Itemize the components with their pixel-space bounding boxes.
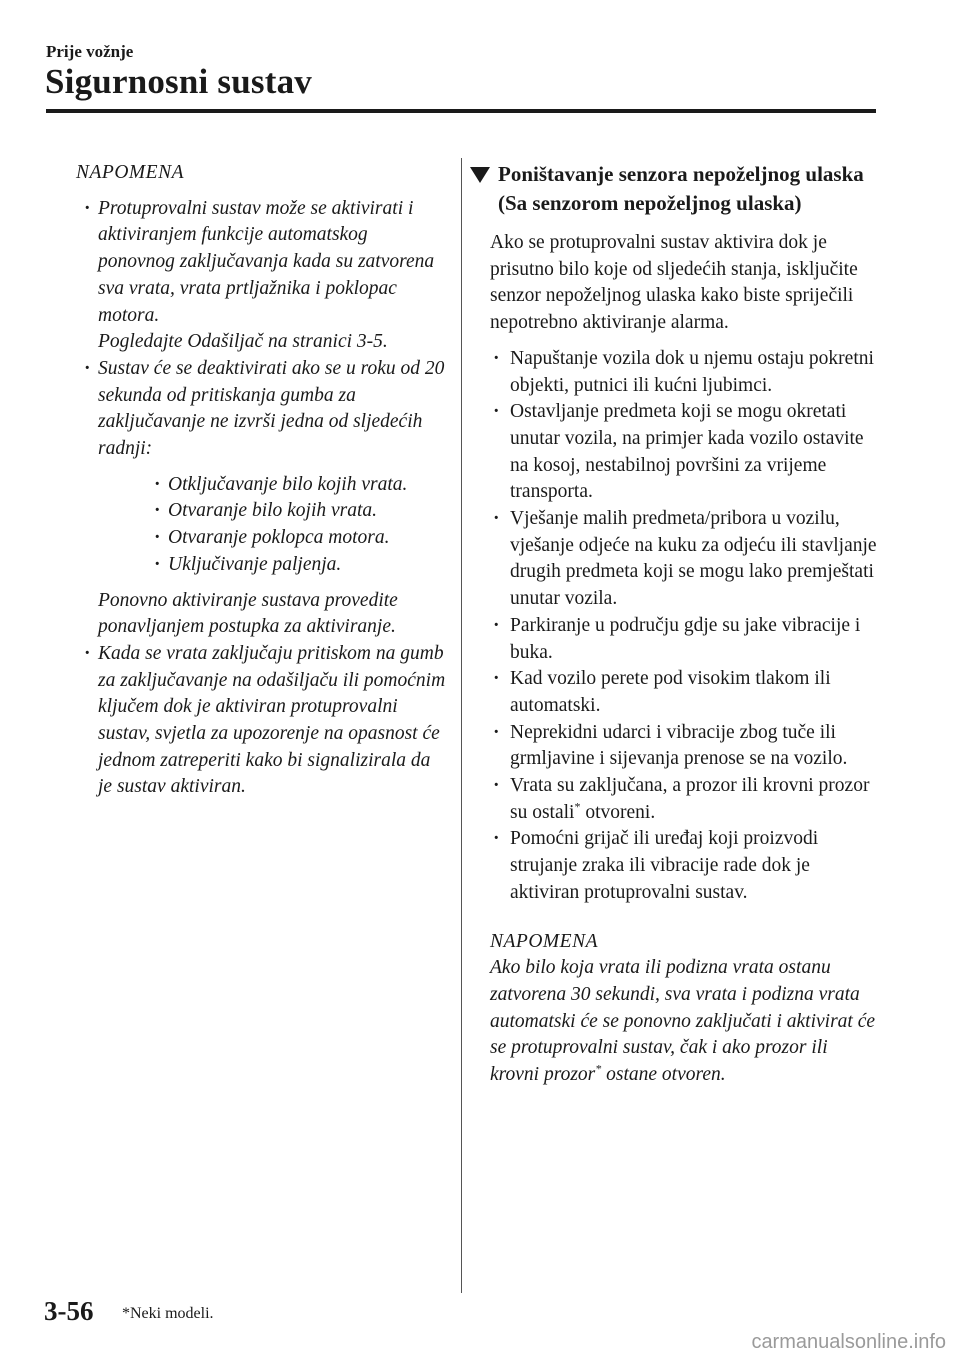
note-heading: NAPOMENA [76, 162, 184, 183]
list-item: · Pomoćni grijač ili uređaj koji proizvodi strujanje zraka ili vibracije rade dok je aktiviran protuprovalni sustav. [490, 826, 880, 906]
section-label: Prije vožnje [46, 42, 134, 61]
list-item: · Vješanje malih predmeta/pribora u vozilu, vješanje odjeće na kuku za odjeću ili stavljanje drugih predmeta koji se mogu lako premještati unutar vozila. [490, 506, 880, 613]
subsection-title [470, 160, 880, 218]
list-item: · Otvaranje poklopca motora. [46, 525, 446, 552]
left-column [46, 160, 446, 801]
note-heading: NAPOMENA [490, 930, 598, 952]
note-block [490, 929, 880, 1089]
bullet-text: Protuprovalni sustav može se aktivirati i aktiviranjem funkcije automatskog ponovnog zaključavanja kada su zatvorena sva vrata, vrata prtljažnika i poklopac motora. [98, 197, 435, 326]
condition-list [490, 346, 880, 907]
list-item: · Neprekidni udarci i vibracije zbog tuče ili grmljavine i sijevanja prenose se na vozilo. [490, 720, 880, 773]
bullet-text: Vrata su zaključana, a prozor ili krovni prozor su ostali [510, 775, 870, 823]
list-item: · Parkiranje u području gdje su jake vibracije i buka. [490, 613, 880, 666]
page-title: Sigurnosni sustav [45, 62, 312, 101]
footnote-asterisk: * [595, 1061, 602, 1076]
cross-reference: Pogledajte Odašiljač na stranici 3-5. [98, 331, 388, 353]
list-item: · Otvaranje bilo kojih vrata. [46, 498, 446, 525]
header-rule [46, 109, 876, 113]
list-item: · Kada se vrata zaključaju pritiskom na gumb za zaključavanje na odašiljaču ili pomoćnim ključem dok je aktiviran protuprovalni sustav, svjetla za upozorenje na opasnost će jednom zatreperiti kako bi signalizirala da je sustav aktiviran. [46, 641, 446, 801]
subsection-title-text: Poništavanje senzora nepoželjnog ulaska (Sa senzorom nepoželjnog ulaska) [498, 162, 864, 215]
bullet-text: otvoreni. [580, 801, 656, 823]
sub-bullet-list [98, 472, 446, 579]
note-text: Ako bilo koja vrata ili podizna vrata ostanu zatvorena 30 sekundi, sva vrata i podizna vrata automatski će se ponovno zaključati i aktivirat će se protuprovalni sustav, čak i ako prozor ili krovni prozor [490, 957, 876, 1086]
list-item: · Ostavljanje predmeta koji se mogu okretati unutar vozila, na primjer kada vozilo ostavite na kosoj, nestabilnoj površini za vrijeme transporta. [490, 399, 880, 506]
list-item: · Uključivanje paljenja. [46, 552, 446, 579]
continuation-text: Ponovno aktiviranje sustava provedite ponavljanjem postupka za aktiviranje. [98, 589, 398, 638]
footnote: *Neki modeli. [122, 1305, 214, 1322]
list-item [46, 356, 446, 641]
list-item [490, 773, 880, 826]
column-divider [461, 158, 462, 1293]
footnote-asterisk: * [574, 799, 581, 814]
right-column [490, 160, 880, 1089]
watermark: carmanualsonline.info [751, 1331, 946, 1353]
intro-paragraph: Ako se protuprovalni sustav aktivira dok je prisutno bilo koje od sljedećih stanja, isključite senzor nepoželjnog ulaska kako biste spriječili nepotrebno aktiviranje alarma. [490, 232, 858, 334]
list-item [46, 196, 446, 356]
bullet-text: Sustav će se deaktivirati ako se u roku od 20 sekunda od pritiskanja gumba za zaključavanje ne izvrši jedna od sljedećih radnji: [98, 357, 445, 460]
list-item: · Otključavanje bilo kojih vrata. [46, 472, 446, 499]
note-bullet-list [46, 196, 446, 801]
triangle-down-icon [470, 167, 490, 183]
list-item: · Napuštanje vozila dok u njemu ostaju pokretni objekti, putnici ili kućni ljubimci. [490, 346, 880, 399]
note-text: ostane otvoren. [601, 1064, 726, 1086]
page-number: 3-56 [44, 1296, 94, 1326]
list-item: · Kad vozilo perete pod visokim tlakom ili automatski. [490, 666, 880, 719]
